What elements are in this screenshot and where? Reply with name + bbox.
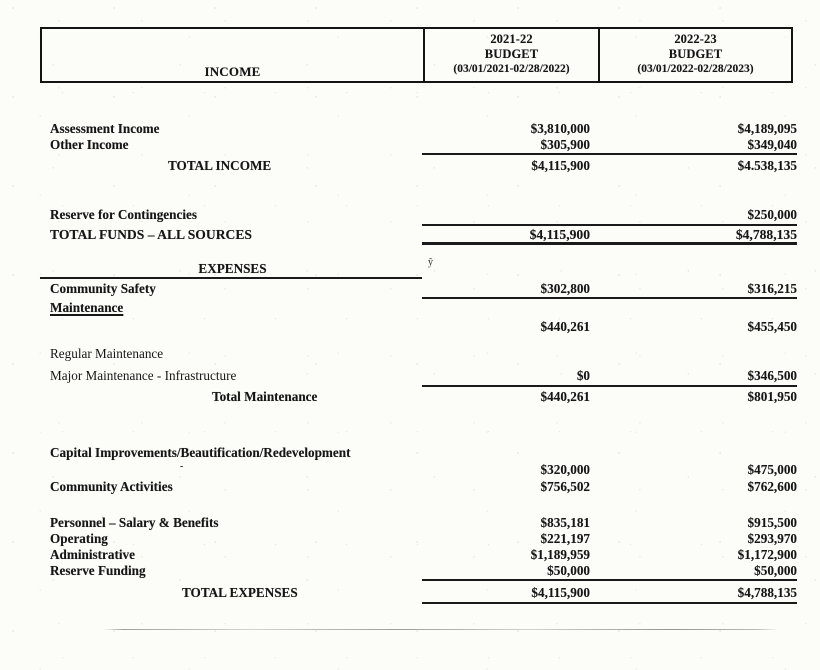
rule-above-total-funds [422, 224, 797, 226]
value-2022: $762,600 [747, 479, 797, 494]
expenses-section-title: EXPENSES [198, 261, 267, 276]
value-2021: $835,181 [540, 515, 590, 530]
row-regular-maintenance-label [40, 346, 797, 362]
row-total-income [40, 158, 797, 174]
budget-title-2022: BUDGET [668, 47, 723, 61]
value-2022: $4,788,135 [737, 585, 797, 600]
value-2022: $293,970 [747, 531, 797, 546]
budget-table-header [40, 27, 793, 83]
value-2021: $4,115,900 [531, 158, 590, 173]
row-label: Assessment Income [50, 121, 160, 136]
row-total-funds [40, 227, 797, 243]
value-2022: $4,189,095 [737, 121, 797, 136]
row-total-expenses [40, 585, 797, 601]
budget-period-2022: (03/01/2022-02/28/2023) [637, 63, 754, 75]
value-2022: $346,500 [747, 368, 797, 383]
row-expenses-heading [40, 261, 797, 277]
value-2022: $250,000 [747, 207, 797, 222]
value-2021: $4,115,900 [531, 585, 590, 600]
value-2021: $221,197 [540, 531, 590, 546]
row-label: Regular Maintenance [50, 346, 164, 361]
row-label: Personnel – Salary & Benefits [50, 515, 219, 530]
rule-under-expenses-heading [40, 277, 422, 279]
row-reserve-contingencies [40, 207, 797, 223]
row-label: Reserve Funding [50, 563, 146, 578]
rule-under-reserve-funding [422, 579, 797, 581]
value-2022: $915,500 [747, 515, 797, 530]
row-capital-improvements-values [40, 462, 797, 478]
row-major-maintenance [40, 368, 797, 384]
row-label: Operating [50, 531, 108, 546]
rule-under-other-income [422, 153, 797, 155]
row-label: TOTAL INCOME [168, 158, 272, 173]
budget-title-2021: BUDGET [484, 47, 539, 61]
row-label: Administrative [50, 547, 135, 562]
value-2021: $302,800 [540, 281, 590, 296]
value-2021: $320,000 [540, 462, 590, 477]
income-section-title: INCOME [204, 64, 261, 79]
row-reserve-funding [40, 563, 797, 579]
row-personnel [40, 515, 797, 531]
scan-artifact-glyph: ŷ [428, 257, 433, 268]
value-2022: $475,000 [747, 462, 797, 477]
header-cell-2021-22 [423, 29, 598, 81]
row-label: Community Activities [50, 479, 173, 494]
row-total-maintenance [40, 389, 797, 405]
header-cell-2022-23 [598, 29, 791, 81]
value-2021: $3,810,000 [530, 121, 590, 136]
value-2021: $0 [576, 368, 590, 383]
value-2021: $305,900 [540, 137, 590, 152]
value-2021: $440,261 [540, 389, 590, 404]
row-label: TOTAL FUNDS – ALL SOURCES [50, 227, 252, 242]
row-label: Community Safety [50, 281, 156, 296]
row-administrative [40, 547, 797, 563]
value-2022: $4.538,135 [737, 158, 797, 173]
value-2022: $50,000 [754, 563, 797, 578]
row-label: Maintenance [50, 300, 124, 315]
value-2022: $801,950 [747, 389, 797, 404]
row-maintenance-heading [40, 300, 797, 316]
value-2022: $455,450 [747, 319, 797, 334]
row-capital-improvements [40, 445, 797, 461]
scan-artifact-dash: - [180, 461, 184, 472]
row-assessment-income [40, 121, 797, 137]
faint-scan-line [103, 629, 778, 630]
rule-under-major-maintenance [422, 385, 797, 387]
value-2022: $316,215 [747, 281, 797, 296]
rule-under-total-expenses [422, 602, 797, 604]
value-2022: $349,040 [747, 137, 797, 152]
value-2022: $4,788,135 [735, 227, 797, 242]
row-label: Reserve for Contingencies [50, 207, 197, 222]
header-cell-income [42, 29, 423, 81]
rule-under-community-safety [422, 297, 797, 299]
row-label: TOTAL EXPENSES [182, 585, 298, 600]
budget-period-2021: (03/01/2021-02/28/2022) [453, 63, 570, 75]
row-community-safety [40, 281, 797, 297]
value-2021: $440,261 [540, 319, 590, 334]
row-label [40, 319, 425, 335]
row-label: Capital Improvements/Beautification/Redevelopment [50, 445, 351, 460]
value-2021: $4,115,900 [529, 227, 590, 242]
value-2021: $50,000 [547, 563, 590, 578]
row-label [40, 462, 425, 478]
value-2021: $756,502 [540, 479, 590, 494]
budget-year-2022: 2022-23 [674, 32, 717, 46]
value-2021: $1,189,959 [530, 547, 590, 562]
row-label: Total Maintenance [212, 389, 318, 404]
row-label: Other Income [50, 137, 129, 152]
budget-year-2021: 2021-22 [490, 32, 533, 46]
row-community-activities [40, 479, 797, 495]
rule-below-total-funds [422, 242, 797, 245]
row-regular-maintenance-values [40, 319, 797, 335]
value-2021 [425, 207, 590, 223]
row-other-income [40, 137, 797, 153]
row-operating [40, 531, 797, 547]
value-2022: $1,172,900 [737, 547, 797, 562]
row-label: Major Maintenance - Infrastructure [50, 368, 237, 383]
